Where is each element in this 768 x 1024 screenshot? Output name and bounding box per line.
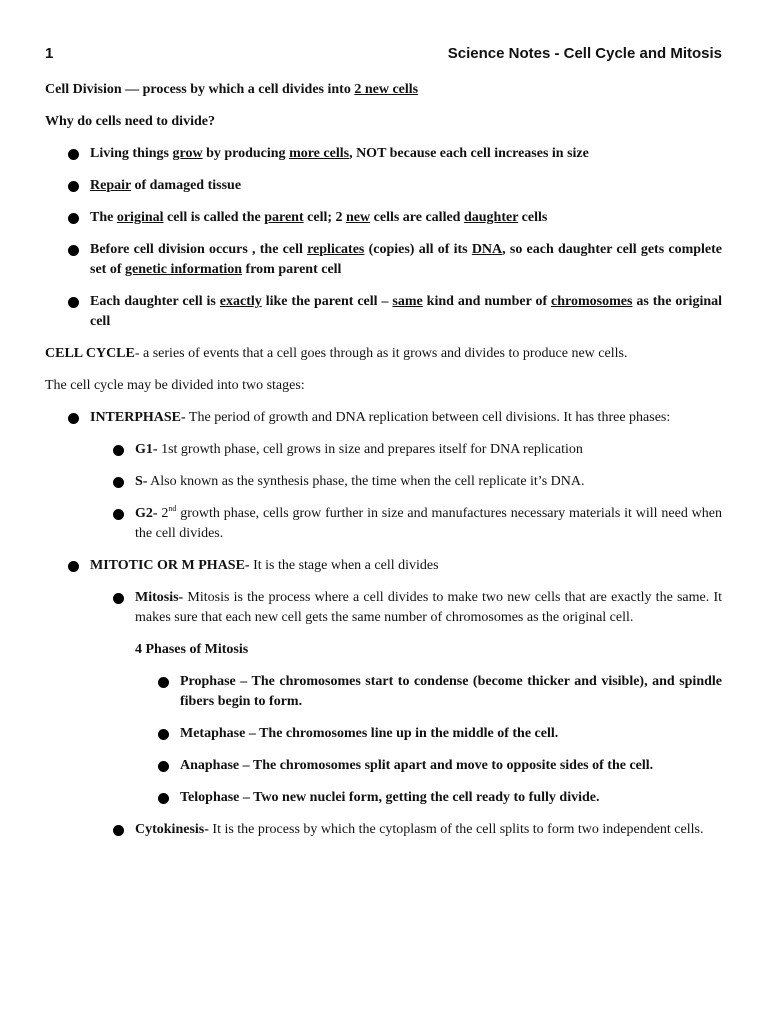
bullet-icon: [68, 413, 79, 424]
list-item-prophase: Prophase – The chromosomes start to condense (become thicker and visible), and spindle fibers begin to form.: [45, 672, 722, 712]
bullet-icon: [68, 181, 79, 192]
list-item-g2: G2- 2nd growth phase, cells grow further in size and manufactures necessary materials it will need when the cell divides.: [45, 504, 722, 544]
bullet-icon: [68, 561, 79, 572]
stages-intro: The cell cycle may be divided into two stages:: [45, 378, 305, 393]
bullet-icon: [68, 213, 79, 224]
list-item-g1: G1- 1st growth phase, cell grows in size and prepares itself for DNA replication: [45, 440, 722, 460]
definition-text: Cell Division — process by which a cell divides into: [45, 82, 355, 97]
cell-cycle-term: CELL CYCLE: [45, 346, 135, 361]
list-item: Each daughter cell is exactly like the parent cell – same kind and number of chromosomes as the original cell: [45, 292, 722, 332]
document-title: Science Notes - Cell Cycle and Mitosis: [447, 45, 722, 62]
cell-cycle-definition: CELL CYCLE- a series of events that a cell goes through as it grows and divides to produce new cells.: [45, 346, 628, 361]
reasons-list: [45, 144, 722, 332]
stages-list: [45, 408, 722, 628]
bullet-icon: [68, 297, 79, 308]
cell-division-definition: [45, 80, 722, 100]
list-item: Living things grow by producing more cells, NOT because each cell increases in size: [45, 144, 722, 164]
list-item-cytokinesis: Cytokinesis- It is the process by which the cytoplasm of the cell splits to form two independent cells.: [45, 820, 722, 840]
list-item-mitosis: Mitosis- Mitosis is the process where a cell divides to make two new cells that are exactly the same. It makes sure that each new cell gets the same number of chromosomes as the original cell.: [45, 588, 722, 628]
list-item-interphase: INTERPHASE- The period of growth and DNA replication between cell divisions. It has three phases:: [45, 408, 722, 428]
bullet-icon: [113, 509, 124, 520]
page-number: 1: [45, 45, 54, 62]
bullet-icon: [158, 677, 169, 688]
list-item-s: S- Also known as the synthesis phase, the time when the cell replicate it’s DNA.: [45, 472, 722, 492]
list-item-telophase: Telophase – Two new nuclei form, getting the cell ready to fully divide.: [45, 788, 722, 808]
list-item-mitotic-phase: MITOTIC OR M PHASE- It is the stage when a cell divides: [45, 556, 722, 576]
list-item-metaphase: Metaphase – The chromosomes line up in the middle of the cell.: [45, 724, 722, 744]
why-divide-question: Why do cells need to divide?: [45, 114, 215, 129]
mitosis-phases-list: [45, 672, 722, 840]
page-header: [45, 44, 722, 64]
bullet-icon: [68, 245, 79, 256]
bullet-icon: [113, 445, 124, 456]
bullet-icon: [113, 825, 124, 836]
list-item-anaphase: Anaphase – The chromosomes split apart and move to opposite sides of the cell.: [45, 756, 722, 776]
list-item: The original cell is called the parent cell; 2 new cells are called daughter cells: [45, 208, 722, 228]
bullet-icon: [113, 477, 124, 488]
bullet-icon: [158, 729, 169, 740]
phases-of-mitosis-heading: 4 Phases of Mitosis: [135, 642, 249, 657]
underlined-term: 2 new cells: [354, 82, 419, 97]
bullet-icon: [68, 149, 79, 160]
bullet-icon: [158, 761, 169, 772]
bullet-icon: [113, 593, 124, 604]
list-item: Before cell division occurs , the cell replicates (copies) all of its DNA, so each daughter cell gets complete set of genetic information from parent cell: [45, 240, 722, 280]
bullet-icon: [158, 793, 169, 804]
list-item: Repair of damaged tissue: [45, 176, 722, 196]
document-page: [45, 44, 722, 852]
